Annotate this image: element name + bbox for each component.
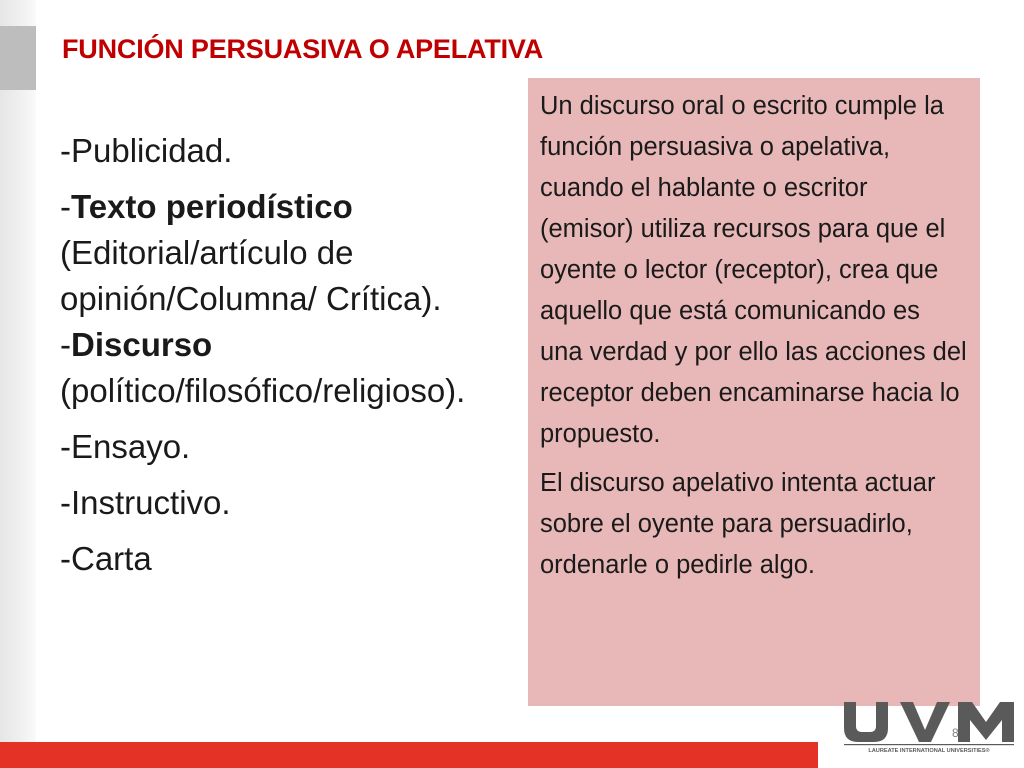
list-item-carta: -Carta [60,540,152,577]
list-item-instructivo: -Instructivo. [60,484,231,521]
discurso-detail: (político/filosófico/religioso). [60,372,466,409]
discurso-label: Discurso [71,326,213,363]
list-item-texto-periodistico [60,184,510,414]
definition-box [528,78,980,706]
left-bar-accent [0,26,36,90]
definition-paragraph-1: Un discurso oral o escrito cumple la función persuasiva o apelativa, cuando el hablante o escritor (emisor) utiliza recursos para que el oyente o lector (receptor), crea que aquello que está comunicando es una verdad y por ello las acciones del receptor deben encaminarse hacia lo propuesto. [540,92,967,448]
left-decorative-bar [0,0,36,768]
list-item-publicidad: -Publicidad. [60,132,233,169]
slide-title: FUNCIÓN PERSUASIVA O APELATIVA [62,34,544,64]
discurso-dash: - [60,326,71,363]
bottom-red-bar [0,742,818,768]
page-number: 8 [952,726,959,740]
definition-paragraph-2: El discurso apelativo intenta actuar sobre el oyente para persuadirlo, ordenarle o pedirle algo. [540,469,936,579]
texto-dash: - [60,188,71,225]
list-item-ensayo: -Ensayo. [60,428,191,465]
uvm-logo [842,692,1018,754]
texto-periodistico-label: Texto periodístico [71,188,353,225]
text-types-list [60,128,510,592]
texto-periodistico-detail: (Editorial/artículo de opinión/Columna/ Crítica). [60,234,442,317]
logo-tagline: LAUREATE INTERNATIONAL UNIVERSITIES® [868,748,990,754]
